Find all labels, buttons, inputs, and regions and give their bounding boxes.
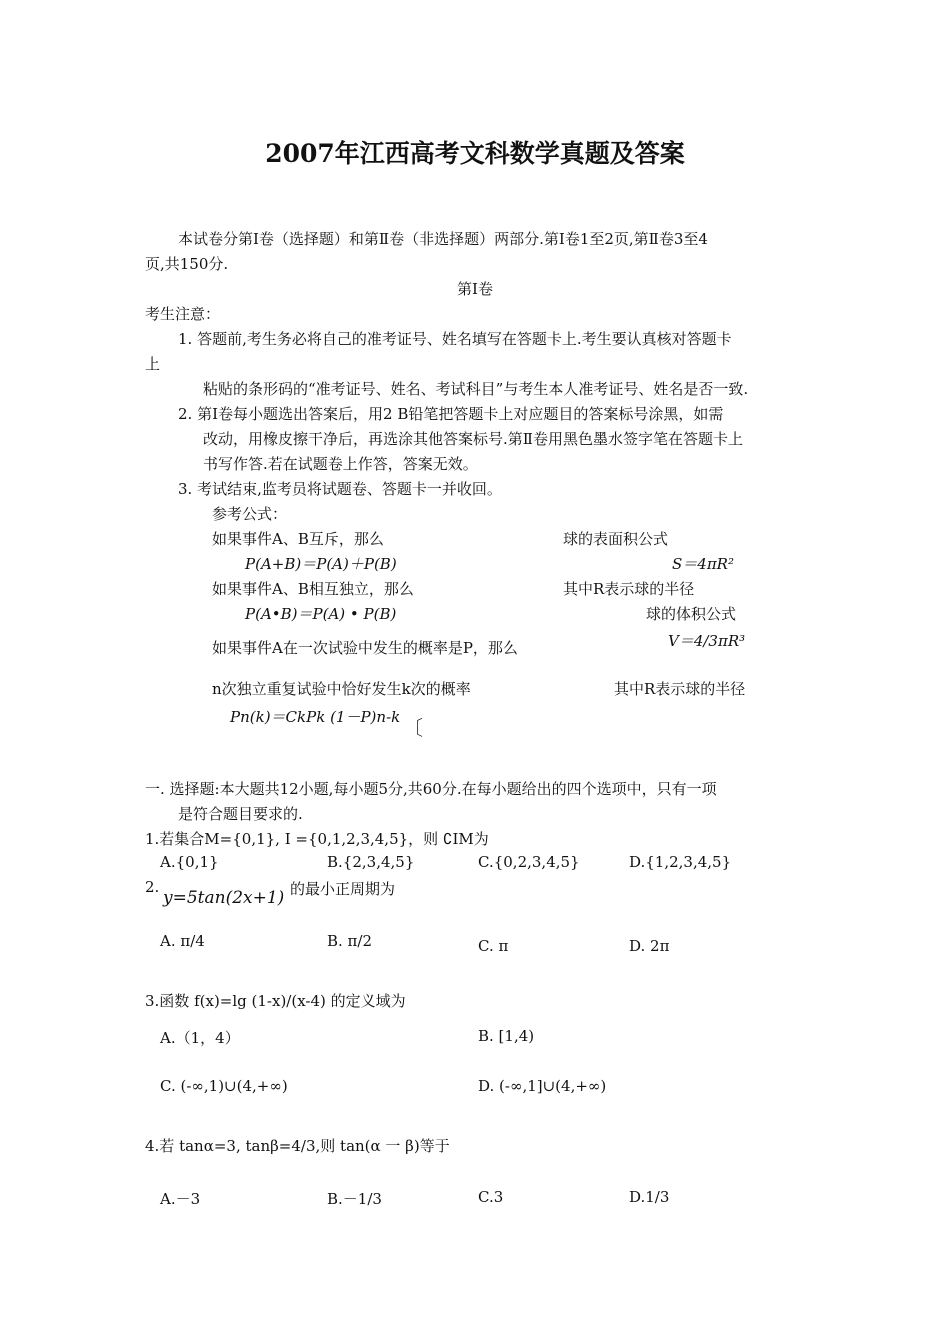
q3-option-b: B. [1,4) [478, 1027, 535, 1045]
radius-label-1: 其中R表示球的半径 [563, 580, 695, 598]
notice-2-line-1: 2. 第Ⅰ卷每小题选出答案后，用2 B铅笔把答题卡上对应题目的答案标号涂黑，如需 [178, 405, 724, 423]
sphere-volume-label: 球的体积公式 [646, 605, 737, 623]
q4-option-c: C.3 [478, 1188, 504, 1206]
q2-stem-rest: 的最小正周期为 [290, 880, 396, 898]
notice-heading: 考生注意： [145, 305, 221, 323]
q4-stem: 4.若 tanα=3, tanβ=4/3,则 tan(α 一 β)等于 [145, 1137, 450, 1155]
intro-line-1: 本试卷分第Ⅰ卷（选择题）和第Ⅱ卷（非选择题）两部分.第Ⅰ卷1至2页,第Ⅱ卷3至4 [178, 230, 708, 248]
sphere-area-formula: S＝4πR² [672, 555, 734, 573]
page-title: 2007年江西高考文科数学真题及答案 [265, 139, 685, 168]
notice-1-line-2: 上 [145, 355, 161, 373]
q1-option-a: A.{0,1} [160, 853, 219, 871]
probability-label: 如果事件A在一次试验中发生的概率是P，那么 [212, 639, 518, 657]
exclusive-formula: P(A+B)＝P(A)＋P(B) [245, 555, 397, 573]
q3-stem: 3.函数 f(x)=lg (1-x)/(x-4) 的定义域为 [145, 992, 406, 1010]
q2-expression: y=5tan(2x+1) [163, 888, 285, 908]
section1-line-1: 一. 选择题:本大题共12小题,每小题5分,共60分.在每小题给出的四个选项中，只有一项 [145, 780, 717, 798]
q2-number: 2. [145, 878, 160, 896]
q1-option-c: C.{0,2,3,4,5} [478, 853, 580, 871]
q2-option-b: B. π/2 [327, 932, 373, 950]
independent-label: 如果事件A、B相互独立，那么 [212, 580, 414, 598]
repeat-label: n次独立重复试验中恰好发生k次的概率 [212, 680, 471, 698]
q1-stem: 1.若集合M={0,1}, I ={0,1,2,3,4,5}，则 ∁IM为 [145, 830, 489, 848]
q2-option-d: D. 2π [629, 937, 670, 955]
independent-formula: P(A•B)＝P(A) • P(B) [245, 605, 397, 623]
notice-2-line-3: 书写作答.若在试题卷上作答，答案无效。 [203, 455, 478, 473]
exclusive-label: 如果事件A、B互斥，那么 [212, 530, 384, 548]
q2-option-c: C. π [478, 937, 509, 955]
formula-heading: 参考公式： [212, 505, 288, 523]
q4-option-d: D.1/3 [629, 1188, 670, 1206]
part1-heading: 第Ⅰ卷 [457, 280, 493, 298]
sphere-area-label: 球的表面积公式 [563, 530, 669, 548]
q1-option-b: B.{2,3,4,5} [327, 853, 415, 871]
radius-label-2: 其中R表示球的半径 [614, 680, 746, 698]
binomial-formula: Pn(k)＝CkPk (1－P)n-k [230, 708, 401, 726]
q1-option-d: D.{1,2,3,4,5} [629, 853, 732, 871]
notice-3-line-1: 3. 考试结束,监考员将试题卷、答题卡一并收回。 [178, 480, 502, 498]
bracket-glyph: 〔 [403, 716, 423, 740]
notice-1-line-3: 粘贴的条形码的“准考证号、姓名、考试科目”与考生本人准考证号、姓名是否一致. [203, 380, 749, 398]
notice-2-line-2: 改动，用橡皮擦干净后，再选涂其他答案标号.第Ⅱ卷用黑色墨水签字笔在答题卡上 [203, 430, 743, 448]
sphere-volume-formula: V＝4/3πR³ [668, 632, 746, 650]
q3-option-c: C. (-∞,1)∪(4,+∞) [160, 1077, 288, 1095]
q3-option-a: A.（1，4） [160, 1029, 240, 1047]
q3-option-d: D. (-∞,1]∪(4,+∞) [478, 1077, 607, 1095]
q4-option-b: B.－1/3 [327, 1190, 382, 1208]
q2-option-a: A. π/4 [160, 932, 205, 950]
section1-line-2: 是符合题目要求的. [178, 805, 303, 823]
notice-1-line-1: 1. 答题前,考生务必将自己的准考证号、姓名填写在答题卡上.考生要认真核对答题卡 [178, 330, 732, 348]
intro-line-2: 页,共150分. [145, 255, 229, 273]
q4-option-a: A.－3 [160, 1190, 201, 1208]
